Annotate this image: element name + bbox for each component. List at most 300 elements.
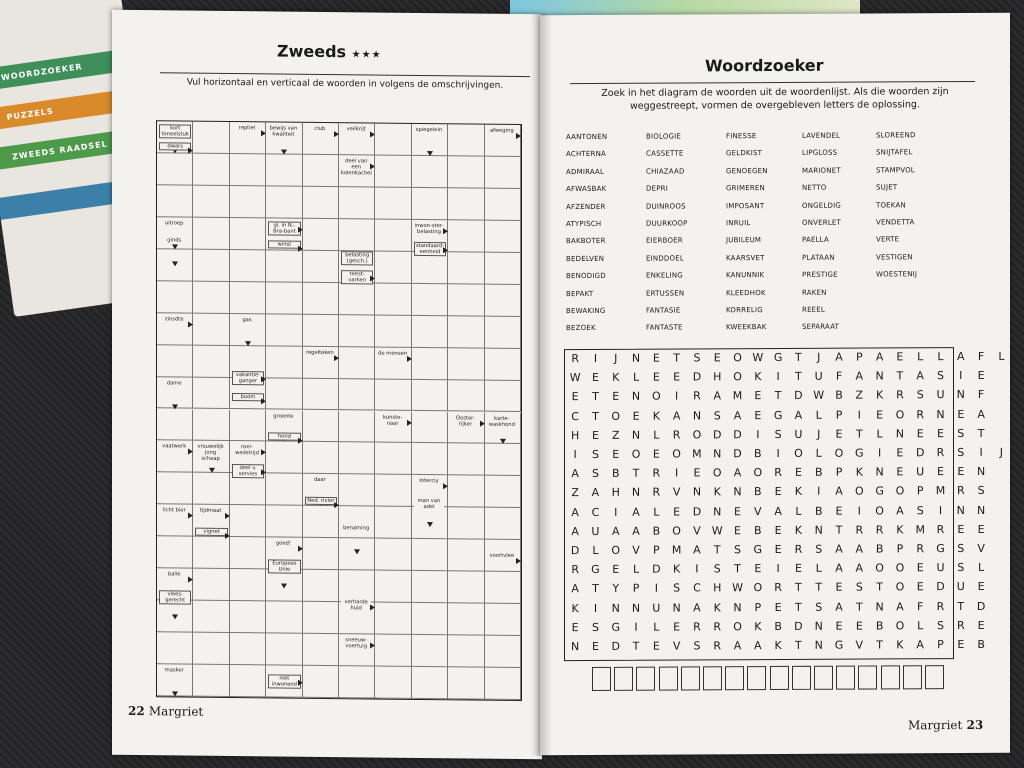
letter-cell[interactable]: K <box>794 523 803 537</box>
letter-cell[interactable]: R <box>936 446 945 460</box>
letter-cell[interactable]: L <box>795 504 802 518</box>
letter-cell[interactable]: K <box>673 562 681 576</box>
letter-cell[interactable]: J <box>817 427 821 441</box>
letter-cell[interactable]: R <box>713 639 722 653</box>
crossword-cell[interactable] <box>412 252 448 284</box>
letter-cell[interactable]: E <box>734 523 741 538</box>
letter-cell[interactable]: N <box>976 503 986 517</box>
crossword-cell[interactable] <box>266 442 302 474</box>
letter-cell[interactable]: K <box>652 409 660 423</box>
letter-cell[interactable]: B <box>652 524 661 538</box>
letter-cell[interactable]: E <box>571 620 579 634</box>
letter-cell[interactable]: H <box>713 370 722 384</box>
letter-cell[interactable]: N <box>733 600 742 614</box>
letter-cell[interactable]: E <box>652 351 660 365</box>
letter-cell[interactable]: E <box>835 427 843 441</box>
letter-cell[interactable]: S <box>734 543 742 557</box>
letter-cell[interactable]: A <box>774 504 782 518</box>
crossword-cell[interactable] <box>485 476 521 508</box>
letter-cell[interactable]: I <box>634 620 638 634</box>
letter-cell[interactable]: R <box>875 523 884 537</box>
letter-cell[interactable]: O <box>672 447 681 461</box>
crossword-cell[interactable] <box>339 570 375 602</box>
letter-cell[interactable]: N <box>875 369 884 383</box>
crossword-cell[interactable] <box>375 443 411 475</box>
letter-cell[interactable]: N <box>956 503 965 517</box>
solution-letter-box[interactable] <box>725 666 744 690</box>
letter-cell[interactable]: O <box>652 389 661 404</box>
letter-cell[interactable]: T <box>795 600 802 614</box>
letter-cell[interactable]: I <box>593 351 598 365</box>
letter-cell[interactable]: R <box>713 620 722 634</box>
crossword-cell[interactable] <box>157 345 193 377</box>
crossword-cell[interactable] <box>412 316 448 348</box>
crossword-cell[interactable] <box>193 633 229 665</box>
letter-cell[interactable]: R <box>956 484 965 498</box>
letter-cell[interactable]: R <box>916 407 925 421</box>
crossword-cell[interactable] <box>412 284 448 316</box>
letter-cell[interactable]: L <box>653 505 660 519</box>
letter-cell[interactable]: E <box>693 466 701 480</box>
letter-cell[interactable]: L <box>998 349 1005 363</box>
letter-cell[interactable]: K <box>754 619 762 633</box>
letter-cell[interactable]: S <box>815 600 823 614</box>
crossword-cell[interactable] <box>448 444 484 476</box>
letter-cell[interactable]: I <box>857 504 861 518</box>
letter-cell[interactable]: V <box>754 504 762 518</box>
letter-cell[interactable]: T <box>876 638 883 652</box>
letter-cell[interactable]: E <box>835 504 843 518</box>
letter-cell[interactable]: A <box>632 524 640 538</box>
crossword-cell[interactable] <box>230 250 266 282</box>
letter-cell[interactable]: E <box>591 428 599 442</box>
letter-cell[interactable]: S <box>957 542 965 556</box>
letter-cell[interactable]: F <box>917 599 924 613</box>
letter-cell[interactable]: Z <box>611 428 620 442</box>
letter-cell[interactable]: I <box>959 369 963 383</box>
letter-cell[interactable]: E <box>896 350 904 364</box>
crossword-cell[interactable] <box>266 314 302 346</box>
letter-cell[interactable]: T <box>795 638 802 652</box>
letter-cell[interactable]: P <box>835 465 843 479</box>
crossword-cell[interactable] <box>157 536 193 568</box>
letter-cell[interactable]: D <box>692 504 702 519</box>
letter-cell[interactable]: S <box>713 562 721 576</box>
letter-cell[interactable]: P <box>835 408 843 422</box>
letter-cell[interactable]: E <box>835 619 843 633</box>
letter-cell[interactable]: B <box>977 637 985 651</box>
letter-cell[interactable]: A <box>835 485 843 499</box>
letter-cell[interactable]: E <box>977 369 985 383</box>
solution-letter-box[interactable] <box>770 666 789 690</box>
letter-cell[interactable]: A <box>855 369 864 383</box>
crossword-cell[interactable] <box>339 379 375 411</box>
crossword-cell[interactable] <box>485 572 521 604</box>
crossword-cell[interactable] <box>157 473 193 505</box>
letter-cell[interactable]: E <box>835 581 843 595</box>
crossword-cell[interactable] <box>412 635 448 667</box>
letter-cell[interactable]: Z <box>571 486 579 500</box>
letter-cell[interactable]: T <box>815 581 823 595</box>
crossword-cell[interactable] <box>303 666 339 698</box>
letter-cell[interactable]: A <box>693 600 701 615</box>
letter-cell[interactable]: R <box>896 388 904 402</box>
letter-cell[interactable]: I <box>938 503 943 517</box>
crossword-cell[interactable] <box>448 220 484 252</box>
crossword-cell[interactable] <box>339 187 375 219</box>
letter-cell[interactable]: U <box>936 388 945 402</box>
letter-cell[interactable]: R <box>916 542 925 556</box>
letter-cell[interactable]: P <box>754 600 762 614</box>
letter-cell[interactable]: I <box>776 370 780 384</box>
letter-cell[interactable]: G <box>611 620 620 634</box>
crossword-cell[interactable] <box>157 185 193 217</box>
crossword-cell[interactable] <box>412 156 448 188</box>
letter-cell[interactable]: A <box>571 582 579 596</box>
crossword-cell[interactable] <box>339 315 375 347</box>
letter-cell[interactable]: U <box>794 427 803 441</box>
letter-cell[interactable]: E <box>896 465 904 479</box>
letter-cell[interactable]: T <box>632 639 640 653</box>
letter-cell[interactable]: A <box>855 561 864 575</box>
crossword-cell[interactable] <box>412 539 448 571</box>
letter-cell[interactable]: S <box>855 580 863 594</box>
letter-cell[interactable]: L <box>917 619 924 633</box>
crossword-cell[interactable] <box>375 571 411 603</box>
letter-cell[interactable]: O <box>631 447 641 461</box>
letter-cell[interactable]: I <box>979 445 983 459</box>
crossword-cell[interactable] <box>230 154 266 186</box>
letter-cell[interactable]: R <box>774 581 782 595</box>
crossword-cell[interactable] <box>266 154 302 186</box>
crossword-cell[interactable] <box>303 538 339 570</box>
letter-cell[interactable]: E <box>774 542 782 557</box>
crossword-cell[interactable] <box>448 316 484 348</box>
letter-cell[interactable]: T <box>713 543 721 557</box>
solution-letter-box[interactable] <box>858 665 877 689</box>
letter-cell[interactable]: S <box>977 484 985 498</box>
crossword-cell[interactable] <box>485 157 521 189</box>
crossword-cell[interactable] <box>303 570 339 602</box>
letter-cell[interactable]: C <box>591 505 600 519</box>
letter-cell[interactable]: E <box>937 465 944 479</box>
crossword-cell[interactable] <box>266 633 302 665</box>
letter-cell[interactable]: W <box>752 351 764 365</box>
letter-cell[interactable]: O <box>895 580 905 594</box>
letter-cell[interactable]: A <box>733 466 742 480</box>
crossword-cell[interactable] <box>303 410 339 442</box>
crossword-cell[interactable] <box>375 283 411 315</box>
crossword-cell[interactable] <box>375 475 411 507</box>
letter-cell[interactable]: P <box>916 484 924 498</box>
crossword-cell[interactable] <box>193 473 229 505</box>
crossword-cell[interactable] <box>266 250 302 282</box>
letter-cell[interactable]: E <box>673 370 681 384</box>
letter-cell[interactable]: L <box>632 562 640 576</box>
letter-cell[interactable]: L <box>815 408 822 422</box>
letter-cell[interactable]: K <box>571 601 579 615</box>
letter-cell[interactable]: G <box>591 563 600 577</box>
letter-cell[interactable]: E <box>977 618 985 632</box>
letter-cell[interactable]: E <box>754 389 762 403</box>
letter-cell[interactable]: N <box>936 407 945 421</box>
crossword-cell[interactable] <box>485 316 521 348</box>
letter-cell[interactable]: A <box>571 467 579 481</box>
crossword-cell[interactable] <box>230 218 266 250</box>
letter-cell[interactable]: A <box>835 561 843 575</box>
letter-cell[interactable]: T <box>795 370 802 384</box>
letter-cell[interactable]: M <box>915 523 925 537</box>
letter-cell[interactable]: A <box>896 599 904 613</box>
letter-cell[interactable]: N <box>733 485 742 499</box>
crossword-cell[interactable] <box>230 282 266 314</box>
letter-cell[interactable]: O <box>854 484 864 498</box>
letter-cell[interactable]: O <box>733 619 742 634</box>
letter-cell[interactable]: O <box>733 370 742 384</box>
crossword-cell[interactable] <box>448 284 484 316</box>
letter-cell[interactable]: A <box>916 369 924 383</box>
letter-cell[interactable]: I <box>654 582 658 596</box>
crossword-cell[interactable] <box>193 217 229 249</box>
crossword-cell[interactable] <box>448 380 484 412</box>
crossword-cell[interactable] <box>448 252 484 284</box>
letter-cell[interactable]: N <box>875 465 884 479</box>
letter-cell[interactable]: D <box>915 446 925 460</box>
letter-cell[interactable]: O <box>611 543 621 557</box>
crossword-cell[interactable] <box>303 282 339 314</box>
crossword-cell[interactable] <box>157 409 193 441</box>
letter-cell[interactable]: E <box>652 447 660 461</box>
letter-cell[interactable]: N <box>814 523 823 537</box>
crossword-cell[interactable] <box>266 346 302 378</box>
crossword-cell[interactable] <box>230 505 266 537</box>
letter-cell[interactable]: R <box>693 389 701 403</box>
letter-cell[interactable]: T <box>855 600 863 614</box>
letter-cell[interactable]: K <box>754 370 762 384</box>
letter-cell[interactable]: E <box>774 523 782 537</box>
letter-cell[interactable]: D <box>712 428 722 442</box>
letter-cell[interactable]: E <box>713 351 721 365</box>
letter-cell[interactable]: B <box>754 523 762 537</box>
letter-cell[interactable]: B <box>774 619 782 633</box>
letter-cell[interactable]: W <box>569 371 581 385</box>
letter-cell[interactable]: G <box>773 408 783 422</box>
crossword-cell[interactable] <box>448 571 484 603</box>
crossword-cell[interactable] <box>157 153 193 185</box>
letter-cell[interactable]: Y <box>612 582 620 596</box>
letter-cell[interactable]: R <box>652 485 661 500</box>
crossword-cell[interactable] <box>485 348 521 380</box>
letter-cell[interactable]: I <box>817 485 821 499</box>
letter-cell[interactable]: T <box>592 390 599 404</box>
letter-cell[interactable]: E <box>632 409 640 423</box>
crossword-cell[interactable] <box>375 315 411 347</box>
letter-cell[interactable]: T <box>592 582 599 596</box>
letter-cell[interactable]: I <box>675 389 679 403</box>
letter-cell[interactable]: S <box>815 542 823 556</box>
letter-cell[interactable]: S <box>937 618 944 632</box>
letter-cell[interactable]: N <box>672 601 681 615</box>
letter-cell[interactable]: E <box>591 639 599 653</box>
crossword-cell[interactable] <box>448 603 484 635</box>
solution-letter-box[interactable] <box>792 666 811 690</box>
crossword-cell[interactable] <box>230 473 266 505</box>
letter-cell[interactable]: O <box>794 446 803 460</box>
letter-cell[interactable]: E <box>591 371 599 385</box>
letter-cell[interactable]: E <box>612 447 620 461</box>
crossword-cell[interactable] <box>375 507 411 539</box>
crossword-cell[interactable] <box>303 506 339 538</box>
solution-letter-box[interactable] <box>925 665 944 689</box>
letter-cell[interactable]: R <box>693 620 701 634</box>
letter-cell[interactable]: O <box>895 407 905 421</box>
letter-cell[interactable]: O <box>733 351 742 365</box>
crossword-cell[interactable] <box>339 443 375 475</box>
letter-cell[interactable]: N <box>692 485 702 499</box>
letter-cell[interactable]: O <box>753 581 763 595</box>
crossword-cell[interactable] <box>448 188 484 220</box>
crossword-cell[interactable] <box>485 604 521 636</box>
crossword-cell[interactable] <box>230 537 266 569</box>
crossword-cell[interactable] <box>375 124 411 156</box>
letter-cell[interactable]: K <box>794 485 803 499</box>
crossword-cell[interactable] <box>412 603 448 635</box>
letter-cell[interactable]: I <box>857 408 861 422</box>
crossword-cell[interactable] <box>485 189 521 221</box>
letter-cell[interactable]: O <box>895 561 905 575</box>
letter-cell[interactable]: P <box>937 638 944 652</box>
letter-cell[interactable]: J <box>817 350 821 364</box>
letter-cell[interactable]: T <box>774 389 782 403</box>
crossword-cell[interactable] <box>375 667 411 699</box>
letter-cell[interactable]: A <box>632 505 640 519</box>
crossword-cell[interactable] <box>375 539 411 571</box>
letter-cell[interactable]: E <box>855 619 863 633</box>
letter-cell[interactable]: M <box>935 484 946 498</box>
letter-cell[interactable]: O <box>895 619 905 633</box>
letter-cell[interactable]: Z <box>855 388 864 402</box>
crossword-cell[interactable] <box>412 347 448 379</box>
crossword-cell[interactable] <box>230 601 266 633</box>
crossword-cell[interactable] <box>193 601 229 633</box>
letter-cell[interactable]: R <box>774 466 782 480</box>
letter-cell[interactable]: P <box>653 543 660 557</box>
letter-cell[interactable]: M <box>671 543 682 557</box>
letter-cell[interactable]: T <box>977 426 985 440</box>
letter-cell[interactable]: D <box>611 639 620 653</box>
letter-cell[interactable]: S <box>591 620 599 634</box>
crossword-cell[interactable] <box>448 124 484 156</box>
letter-cell[interactable]: S <box>916 388 924 402</box>
letter-cell[interactable]: K <box>713 600 721 614</box>
crossword-cell[interactable] <box>485 636 521 668</box>
letter-cell[interactable]: D <box>733 447 742 461</box>
crossword-cell[interactable] <box>193 281 229 313</box>
crossword-cell[interactable] <box>193 345 229 377</box>
letter-cell[interactable]: N <box>814 619 823 633</box>
solution-letter-box[interactable] <box>614 667 633 691</box>
letter-cell[interactable]: I <box>877 446 882 460</box>
solution-letter-box[interactable] <box>636 667 655 691</box>
letter-cell[interactable]: A <box>835 542 843 556</box>
letter-cell[interactable]: E <box>957 638 965 652</box>
letter-cell[interactable]: K <box>855 465 863 479</box>
crossword-cell[interactable] <box>485 284 521 316</box>
crossword-cell[interactable] <box>266 282 302 314</box>
crossword-cell[interactable] <box>485 444 521 476</box>
solution-letter-box[interactable] <box>747 666 766 690</box>
letter-cell[interactable]: N <box>631 601 641 615</box>
letter-cell[interactable]: J <box>614 351 618 365</box>
letter-cell[interactable]: N <box>875 600 884 614</box>
letter-cell[interactable]: E <box>937 426 944 440</box>
letter-cell[interactable]: S <box>673 581 681 595</box>
crossword-cell[interactable] <box>339 283 375 315</box>
letter-cell[interactable]: S <box>693 639 701 653</box>
crossword-cell[interactable] <box>412 571 448 603</box>
crossword-cell[interactable] <box>193 185 229 217</box>
crossword-cell[interactable] <box>412 411 448 443</box>
letter-cell[interactable]: S <box>937 369 944 383</box>
letter-cell[interactable]: A <box>855 542 864 556</box>
letter-cell[interactable]: I <box>675 466 679 480</box>
letter-cell[interactable]: T <box>795 581 802 595</box>
letter-cell[interactable]: G <box>875 484 884 498</box>
letter-cell[interactable]: O <box>895 484 905 498</box>
letter-cell[interactable]: T <box>855 427 863 441</box>
letter-cell[interactable]: F <box>977 349 985 363</box>
letter-cell[interactable]: B <box>835 389 843 403</box>
crossword-cell[interactable] <box>448 476 484 508</box>
letter-cell[interactable]: T <box>835 523 843 537</box>
letter-cell[interactable]: A <box>733 639 742 653</box>
letter-cell[interactable]: P <box>632 582 640 596</box>
letter-cell[interactable]: D <box>794 619 803 633</box>
letter-cell[interactable]: E <box>754 562 762 576</box>
letter-cell[interactable]: E <box>774 485 782 499</box>
letter-cell[interactable]: K <box>774 638 782 653</box>
crossword-cell[interactable] <box>230 409 266 441</box>
letter-cell[interactable]: H <box>571 428 580 442</box>
letter-cell[interactable]: H <box>713 581 722 595</box>
letter-cell[interactable]: R <box>936 522 945 536</box>
crossword-cell[interactable] <box>303 442 339 474</box>
crossword-cell[interactable] <box>230 665 266 697</box>
letter-cell[interactable]: A <box>571 524 579 538</box>
crossword-cell[interactable] <box>266 378 302 410</box>
letter-cell[interactable]: K <box>896 523 904 537</box>
crossword-cell[interactable] <box>448 348 484 380</box>
letter-cell[interactable]: N <box>713 504 722 518</box>
crossword-cell[interactable] <box>375 635 411 667</box>
letter-cell[interactable]: D <box>692 370 702 384</box>
crossword-cell[interactable] <box>485 668 521 700</box>
letter-cell[interactable]: V <box>855 638 864 652</box>
crossword-cell[interactable] <box>448 635 484 667</box>
letter-cell[interactable]: R <box>855 523 864 537</box>
solution-letter-box[interactable] <box>836 666 855 690</box>
letter-cell[interactable]: V <box>672 485 681 499</box>
letter-cell[interactable]: T <box>896 369 904 383</box>
letter-cell[interactable]: O <box>712 466 722 480</box>
letter-cell[interactable]: A <box>672 409 681 423</box>
letter-cell[interactable]: R <box>794 542 803 556</box>
letter-cell[interactable]: E <box>673 620 681 634</box>
letter-cell[interactable]: L <box>876 427 883 441</box>
letter-cell[interactable]: O <box>611 409 621 423</box>
letter-cell[interactable]: A <box>611 524 620 538</box>
letter-cell[interactable]: S <box>774 427 782 441</box>
